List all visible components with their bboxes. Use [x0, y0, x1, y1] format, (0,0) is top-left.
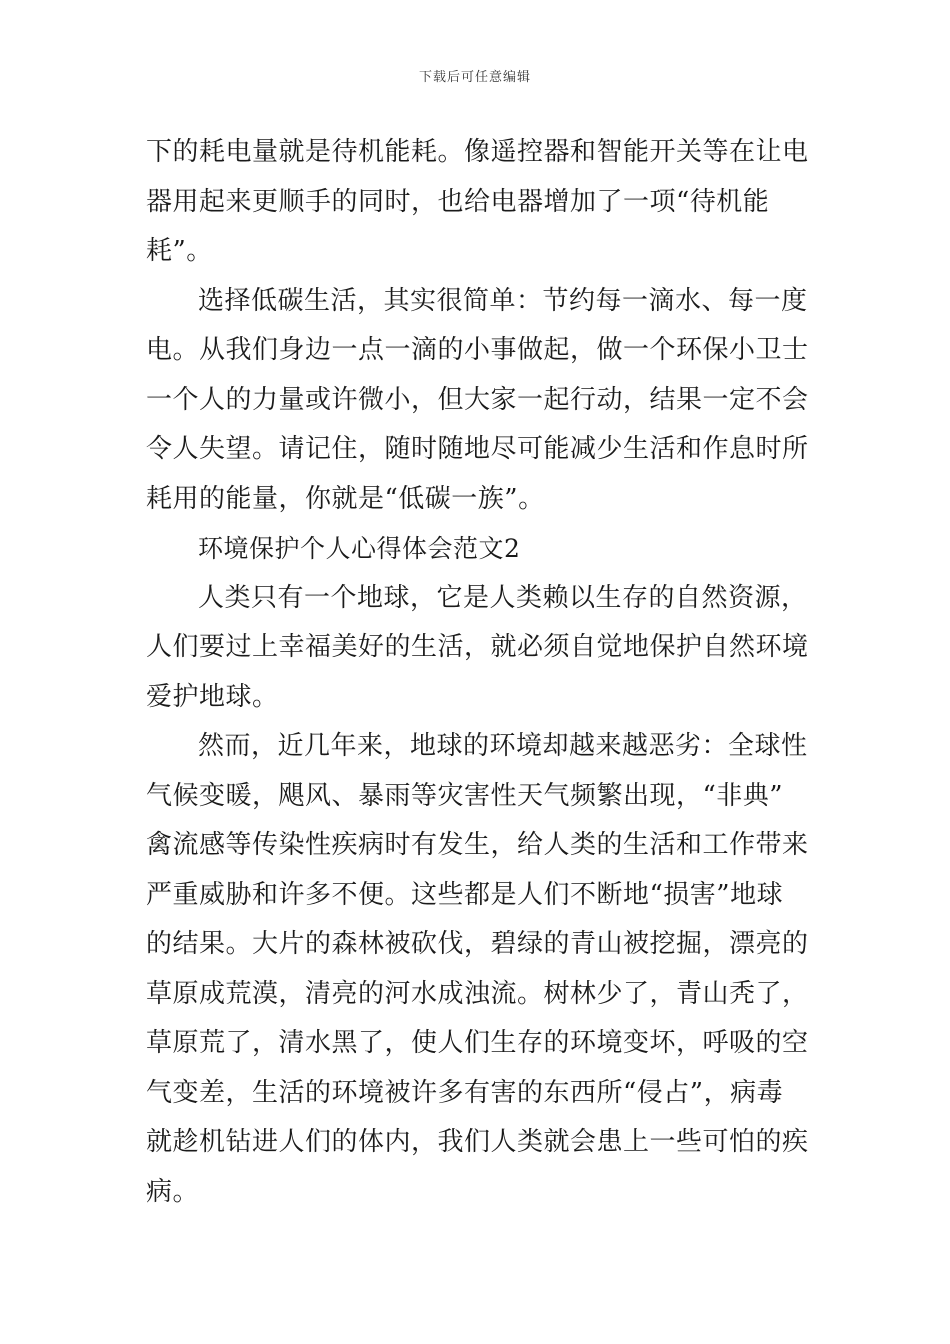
text-line: 就趁机钻进人们的体内，我们人类就会患上一些可怕的疾	[146, 1127, 809, 1157]
text-line: 草原荒了，清水黑了，使人们生存的环境变坏，呼吸的空	[146, 1028, 809, 1058]
text-line: 耗”。	[146, 236, 213, 266]
text-line: 下的耗电量就是待机能耗。像遥控器和智能开关等在让电	[146, 137, 809, 167]
page-header-note: 下载后可任意编辑	[418, 70, 531, 85]
text-line: 病。	[146, 1176, 200, 1207]
text-line: 器用起来更顺手的同时，也给电器增加了一项“待机能	[146, 186, 770, 217]
text-line: 气候变暖，飓风、暴雨等灾害性天气频繁出现，“非典”	[146, 780, 784, 811]
document-body	[146, 128, 809, 1217]
text-line: 一个人的力量或许微小，但大家一起行动，结果一定不会	[146, 384, 809, 415]
section-heading: 环境保护个人心得体会范文2	[198, 534, 521, 563]
text-line: 人类只有一个地球，它是人类赖以生存的自然资源，	[198, 582, 808, 613]
text-line: 令人失望。请记住，随时随地尽可能减少生活和作息时所	[146, 434, 809, 464]
text-line: 的结果。大片的森林被砍伐，碧绿的青山被挖掘，漂亮的	[146, 929, 809, 959]
text-line: 禽流感等传染性疾病时有发生，给人类的生活和工作带来	[146, 830, 809, 860]
text-line: 爱护地球。	[146, 681, 279, 712]
text-line: 选择低碳生活，其实很简单：节约每一滴水、每一度	[198, 285, 808, 316]
text-line: 人们要过上幸福美好的生活，就必须自觉地保护自然环境	[146, 632, 809, 662]
text-line: 然而，近几年来，地球的环境却越来越恶劣：全球性	[198, 731, 808, 761]
text-line: 严重威胁和许多不便。这些都是人们不断地“损害”地球	[146, 879, 784, 910]
text-line: 电。从我们身边一点一滴的小事做起，做一个环保小卫士	[146, 335, 809, 365]
text-line: 草原成荒漠，清亮的河水成浊流。树林少了，青山秃了，	[146, 978, 809, 1009]
text-line: 耗用的能量，你就是“低碳一族”。	[146, 483, 545, 514]
text-line: 气变差，生活的环境被许多有害的东西所“侵占”，病毒	[146, 1077, 784, 1108]
